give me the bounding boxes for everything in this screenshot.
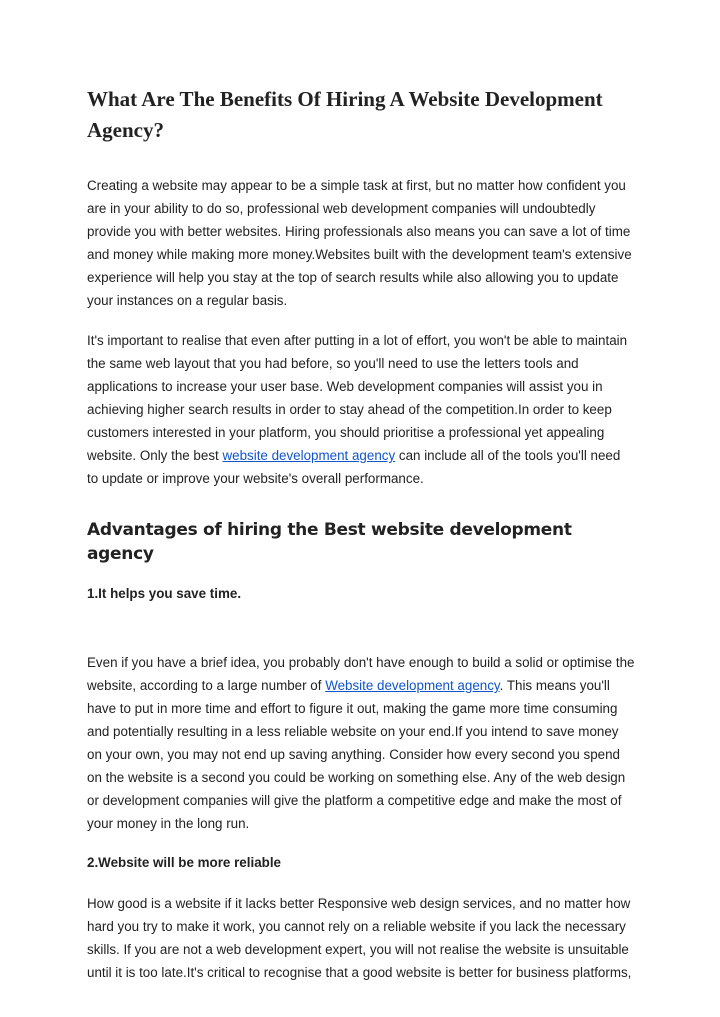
point1-text-before: Even if you have a brief idea, you probably don't have enough to build a solid or optimise the website, according to a large number of xyxy=(87,655,635,693)
website-development-agency-link-2[interactable]: Website development agency xyxy=(325,678,500,693)
second-paragraph-text-before: It's important to realise that even after putting in a lot of effort, you won't be able to maintain the same web layout that you had before, so you'll need to use the letters tools and applications to increase your user base. Web development companies will assist you in achieving higher search results in order to stay ahead of the competition.In order to keep customers interested in your platform, you should prioritise a professional yet appealing website. Only the best xyxy=(87,333,628,463)
website-development-agency-link[interactable]: website development agency xyxy=(222,448,396,463)
document-page xyxy=(87,84,635,984)
page-title: What Are The Benefits Of Hiring A Website Development Agency? xyxy=(87,87,603,142)
point1-heading: 1.It helps you save time. xyxy=(87,586,242,601)
point1-paragraph xyxy=(87,651,635,835)
intro-paragraph: Creating a website may appear to be a simple task at first, but no matter how confident you are in your ability to do so, professional web development companies will undoubtedly provide you with better websites. Hiring professionals also means you can save a lot of time and money while making more money.Websites built with the development team's extensive experience will help you stay at the top of search results while also allowing you to update your instances on a regular basis. xyxy=(87,178,632,308)
second-paragraph-text-after: can include all of the tools you'll need to update or improve your website's overall performance. xyxy=(87,448,621,486)
point1-text-after: . This means you'll have to put in more time and effort to figure it out, making the game more time consuming and potentially resulting in a less reliable website on your end.If you intend to save money on your own, you may not end up saving anything. Consider how every second you spend on the website is a second you could be working on something else. Any of the web design or development companies will give the platform a competitive edge and make the most of your money in the long run. xyxy=(87,678,626,831)
second-paragraph xyxy=(87,329,635,490)
point2-heading: 2.Website will be more reliable xyxy=(87,855,281,870)
section-heading: Advantages of hiring the Best website development agency xyxy=(87,520,572,564)
point2-paragraph: How good is a website if it lacks better Responsive web design services, and no matter how hard you try to make it work, you cannot rely on a reliable website if you lack the necessary skills. If you are not a web development expert, you will not realise the website is unsuitable until it is too late.It's critical to recognise that a good website is better for business platforms, xyxy=(87,896,632,980)
